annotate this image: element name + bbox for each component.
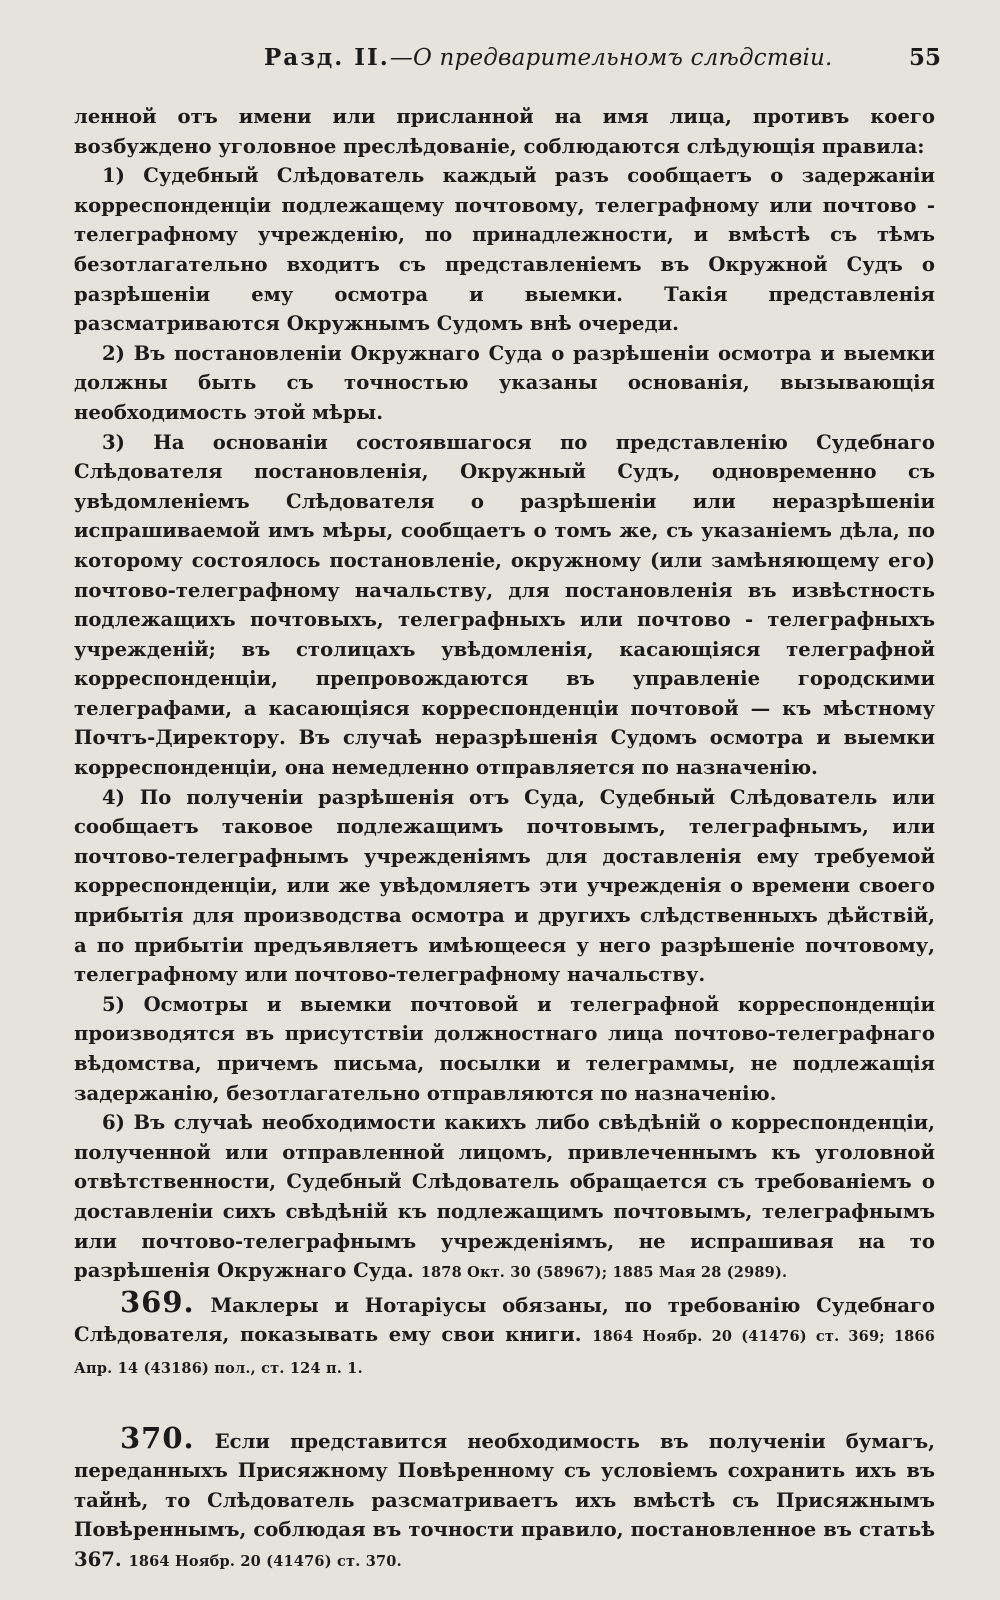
article-citation: 1864 Ноябр. 20 (41476) ст. 370. — [128, 1552, 402, 1570]
rule-6-text: 6) Въ случаѣ необходимости какихъ либо свѣдѣній о корреспонденціи, полученной или отправленной лицомъ, привлеченнымъ къ уголовной отвѣтственности, Судебный Слѣдователь обращается съ требованіемъ о доставленіи сихъ свѣдѣній къ подлежащимъ почтовымъ, телеграфнымъ или почтово-телеграфнымъ учрежденіямъ, не испрашивая на то разрѣшенія Окружнаго Суда. — [74, 1111, 935, 1283]
intro-paragraph: ленной отъ имени или присланной на имя лица, противъ коего возбуждено уголовное преслѣдованіе, соблюдаются слѣдующія правила: — [74, 105, 935, 158]
rule-3: 3) На основаніи состоявшагося по представленію Судебнаго Слѣдователя постановленія, Окружный Судъ, одновременно съ увѣдомленіемъ Слѣдователя о разрѣшеніи или неразрѣшеніи испрашиваемой имъ мѣры, сообщаетъ о томъ же, съ указаніемъ дѣла, по которому состоялось постановленіе, окружному (или замѣняющему его) почтово-телеграфному начальству, для постановленія въ извѣстность подлежащихъ почтовыхъ, телеграфныхъ или почтово - телеграфныхъ учрежденій; въ столицахъ увѣдомленія, касающіяся телеграфной корреспонденціи, препровождаются въ управленіе городскими телеграфами, а касающіяся корреспонденціи почтовой — къ мѣстному Почтъ-Директору. Въ случаѣ неразрѣшенія Судомъ осмотра и выемки корреспонденціи, она немедленно отправляется по назначенію. — [74, 430, 935, 780]
article-369 — [74, 1284, 935, 1384]
article-number: 369. — [120, 1284, 195, 1319]
article-citation: 1864 Ноябр. 20 (41476) ст. 369; 1866 Апр. 14 (43186) пол., ст. 124 п. 1. — [74, 1328, 935, 1377]
article-number: 370. — [120, 1420, 195, 1455]
body-text — [74, 102, 935, 1577]
article-370 — [74, 1420, 935, 1577]
rule-6 — [74, 1108, 935, 1288]
article-text: Маклеры и Нотаріусы обязаны, по требованію Судебнаго Слѣдователя, показывать ему свои книги. — [74, 1293, 935, 1347]
rule-4: 4) По полученіи разрѣшенія отъ Суда, Судебный Слѣдователь или сообщаетъ таковое подлежащимъ почтовымъ, телеграфнымъ, или почтово-телеграфнымъ учрежденіямъ для доставленія ему требуемой корреспонденціи, или же увѣдомляетъ эти учрежденія о времени своего прибытія для производства осмотра и другихъ слѣдственныхъ дѣйствій, а по прибытіи предъявляетъ имѣющееся у него разрѣшеніе почтовому, телеграфному или почтово-телеграфному начальству. — [74, 785, 935, 987]
section-label: Разд. II. — [264, 44, 390, 71]
rule-2: 2) Въ постановленіи Окружнаго Суда о разрѣшеніи осмотра и выемки должны быть съ точностью указаны основанія, вызывающія необходимость этой мѣры. — [74, 341, 935, 424]
rules-citation: 1878 Окт. 30 (58967); 1885 Мая 28 (2989). — [420, 1264, 788, 1282]
section-title: —О предварительномъ слѣдствіи. — [389, 45, 833, 71]
rule-5: 5) Осмотры и выемки почтовой и телеграфной корреспонденціи производятся въ присутствіи должностнаго лица почтово-телеграфнаго вѣдомства, причемъ письма, посылки и телеграммы, не подлежащія задержанію, безотлагательно отправляются по назначенію. — [74, 992, 935, 1105]
running-title — [264, 44, 833, 71]
rule-1: 1) Судебный Слѣдователь каждый разъ сообщаетъ о задержаніи корреспонденціи подлежащему почтовому, телеграфному или почтово - телеграфному учрежденію, по принадлежности, и вмѣстѣ съ тѣмъ безотлагательно входитъ съ представленіемъ въ Окружной Судъ о разрѣшеніи ему осмотра и выемки. Такія представленія разсматриваются Окружнымъ Судомъ внѣ очереди. — [74, 164, 935, 336]
running-head — [74, 44, 941, 80]
page-number: 55 — [908, 44, 941, 71]
article-text: Если представится необходимость въ полученіи бумагъ, переданныхъ Присяжному Повѣренному съ условіемъ сохранить ихъ въ тайнѣ, то Слѣдователь разсматриваетъ ихъ вмѣстѣ съ Присяжнымъ Повѣреннымъ, соблюдая въ точности правило, постановленное въ статьѣ 367. — [74, 1429, 935, 1571]
